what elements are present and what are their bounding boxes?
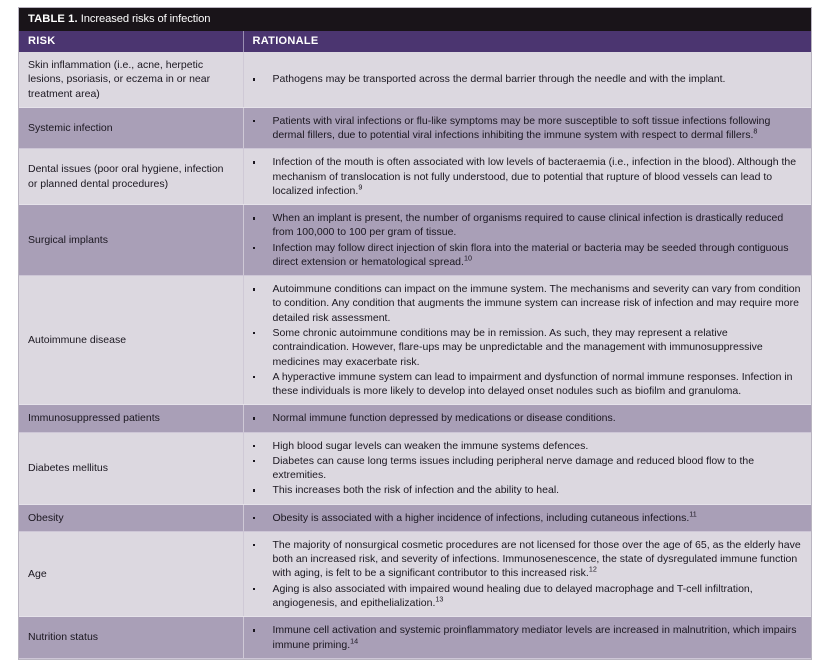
rationale-bullet-list [244, 439, 802, 498]
table-row [19, 531, 811, 616]
table-caption [19, 8, 811, 31]
rationale-bullet [244, 411, 802, 425]
rationale-bullet [244, 370, 802, 399]
rationale-bullet-text: Infection of the mouth is often associated with low levels of bacteraemia (i.e., infection in the blood). Although the mechanism of translocation is not fully understood, due to potential that rupture of blood vessels can lead to localized infection. [272, 156, 797, 197]
rationale-cell [243, 107, 811, 149]
rationale-bullet-text: Autoimmune conditions can impact on the immune system. The mechanisms and severity can vary from condition to condition. Any condition that augments the immune system can increase risk of infection and may require more detailed risk assessment. [272, 283, 801, 324]
rationale-bullet-list [244, 411, 802, 425]
rationale-cell [243, 531, 811, 616]
rationale-bullet-list [244, 114, 802, 143]
rationale-bullet [244, 241, 802, 270]
risk-cell: Autoimmune disease [19, 276, 243, 405]
rationale-cell [243, 149, 811, 205]
rationale-bullet-text: Immune cell activation and systemic proinflammatory mediator levels are increased in malnutrition, which impairs immune priming. [272, 624, 797, 651]
table-head [19, 31, 811, 52]
rationale-bullet [244, 211, 802, 240]
table-row [19, 405, 811, 432]
rationale-bullet-list [244, 282, 802, 398]
risk-cell: Nutrition status [19, 617, 243, 659]
rationale-cell [243, 432, 811, 504]
rationale-bullet-text: This increases both the risk of infection and the ability to heal. [272, 484, 560, 497]
rationale-bullet [244, 326, 802, 369]
column-header-risk: RISK [19, 31, 243, 52]
rationale-bullet [244, 282, 802, 325]
reference-superscript: 12 [588, 564, 597, 574]
reference-superscript: 14 [350, 636, 359, 645]
rationale-bullet [244, 582, 802, 611]
rationale-bullet-list [244, 211, 802, 269]
rationale-cell [243, 617, 811, 659]
table-row [19, 52, 811, 107]
table-row [19, 432, 811, 504]
rationale-bullet-text: Diabetes can cause long terms issues including peripheral nerve damage and reduced blood flow to the extremities. [272, 454, 755, 482]
rationale-bullet-text: Pathogens may be transported across the dermal barrier through the needle and with the implant. [272, 73, 726, 86]
table-row [19, 205, 811, 276]
table-row [19, 504, 811, 531]
table-row [19, 149, 811, 205]
rationale-bullet [244, 538, 802, 581]
rationale-cell [243, 405, 811, 432]
risk-cell: Obesity [19, 504, 243, 531]
reference-superscript: 10 [463, 253, 472, 263]
rationale-bullet [244, 454, 802, 483]
rationale-bullet-text: Normal immune function depressed by medications or disease conditions. [272, 412, 616, 425]
rationale-bullet-text: Aging is also associated with impaired wound healing due to delayed macrophage and T-cell infiltration, angiogenesis, and epithelialization. [272, 582, 753, 609]
rationale-bullet-list [244, 155, 802, 198]
rationale-cell [243, 504, 811, 531]
reference-superscript: 9 [358, 182, 363, 192]
rationale-bullet-text: Some chronic autoimmune conditions may be in remission. As such, they may represent a relative contraindication. However, flare-ups may be unpredictable and the management with immunosuppressive medicines may exacerbate risk. [272, 326, 763, 368]
rationale-bullet-text: A hyperactive immune system can lead to impairment and dysfunction of normal immune responses. Infection in these individuals is more likely to develop into delayed onset nodules such as biofilm and granuloma. [272, 370, 793, 398]
rationale-bullet [244, 114, 802, 143]
column-header-rationale: RATIONALE [243, 31, 811, 52]
risk-cell: Systemic infection [19, 107, 243, 149]
rationale-bullet-list [244, 623, 802, 652]
rationale-bullet [244, 483, 802, 497]
risk-cell: Age [19, 531, 243, 616]
table-row [19, 107, 811, 149]
rationale-cell [243, 52, 811, 107]
rationale-bullet [244, 439, 802, 453]
risk-table [19, 31, 811, 659]
rationale-bullet-list [244, 538, 802, 610]
risk-cell: Surgical implants [19, 205, 243, 276]
risk-cell: Immunosuppressed patients [19, 405, 243, 432]
reference-superscript: 11 [689, 509, 697, 519]
table-body [19, 52, 811, 658]
rationale-bullet-text: The majority of nonsurgical cosmetic procedures are not licensed for those over the age of 65, as the elderly have both an increased risk, and severity of infections. Immunosenescence, the state of dysregulated immune function with aging, is felt to be a significant contributor to this increased risk. [272, 538, 801, 580]
rationale-bullet-text: Infection may follow direct injection of skin flora into the material or bacteria may be seeded through contiguous direct extension or hematological spread. [272, 241, 789, 268]
risk-cell: Dental issues (poor oral hygiene, infection or planned dental procedures) [19, 149, 243, 205]
risk-table-container [18, 7, 812, 660]
rationale-bullet [244, 72, 802, 86]
table-caption-label: Increased risks of infection [80, 13, 211, 25]
rationale-bullet-text: Patients with viral infections or flu-like symptoms may be more susceptible to soft tissue infections following dermal fillers, due to potential viral infections inhibiting the immune system with respect to dermal fillers. [272, 114, 771, 142]
reference-superscript: 13 [435, 594, 444, 604]
rationale-bullet-list [244, 72, 802, 86]
table-row [19, 276, 811, 405]
rationale-cell [243, 276, 811, 405]
rationale-bullet-text: When an implant is present, the number of organisms required to cause clinical infection is drastically reduced from 100,000 to 100 per gram of tissue. [272, 212, 784, 239]
table-number: TABLE 1. [28, 13, 78, 25]
rationale-bullet-text: Obesity is associated with a higher incidence of infections, including cutaneous infections. [272, 511, 690, 524]
rationale-bullet [244, 623, 802, 652]
rationale-bullet-list [244, 511, 802, 525]
table-header-row [19, 31, 811, 52]
rationale-bullet [244, 155, 802, 198]
reference-superscript: 8 [753, 126, 758, 136]
rationale-bullet [244, 511, 802, 525]
rationale-bullet-text: High blood sugar levels can weaken the immune systems defences. [272, 439, 589, 452]
rationale-cell [243, 205, 811, 276]
risk-cell: Diabetes mellitus [19, 432, 243, 504]
table-row [19, 617, 811, 659]
risk-cell: Skin inflammation (i.e., acne, herpetic lesions, psoriasis, or eczema in or near treatment area) [19, 52, 243, 107]
